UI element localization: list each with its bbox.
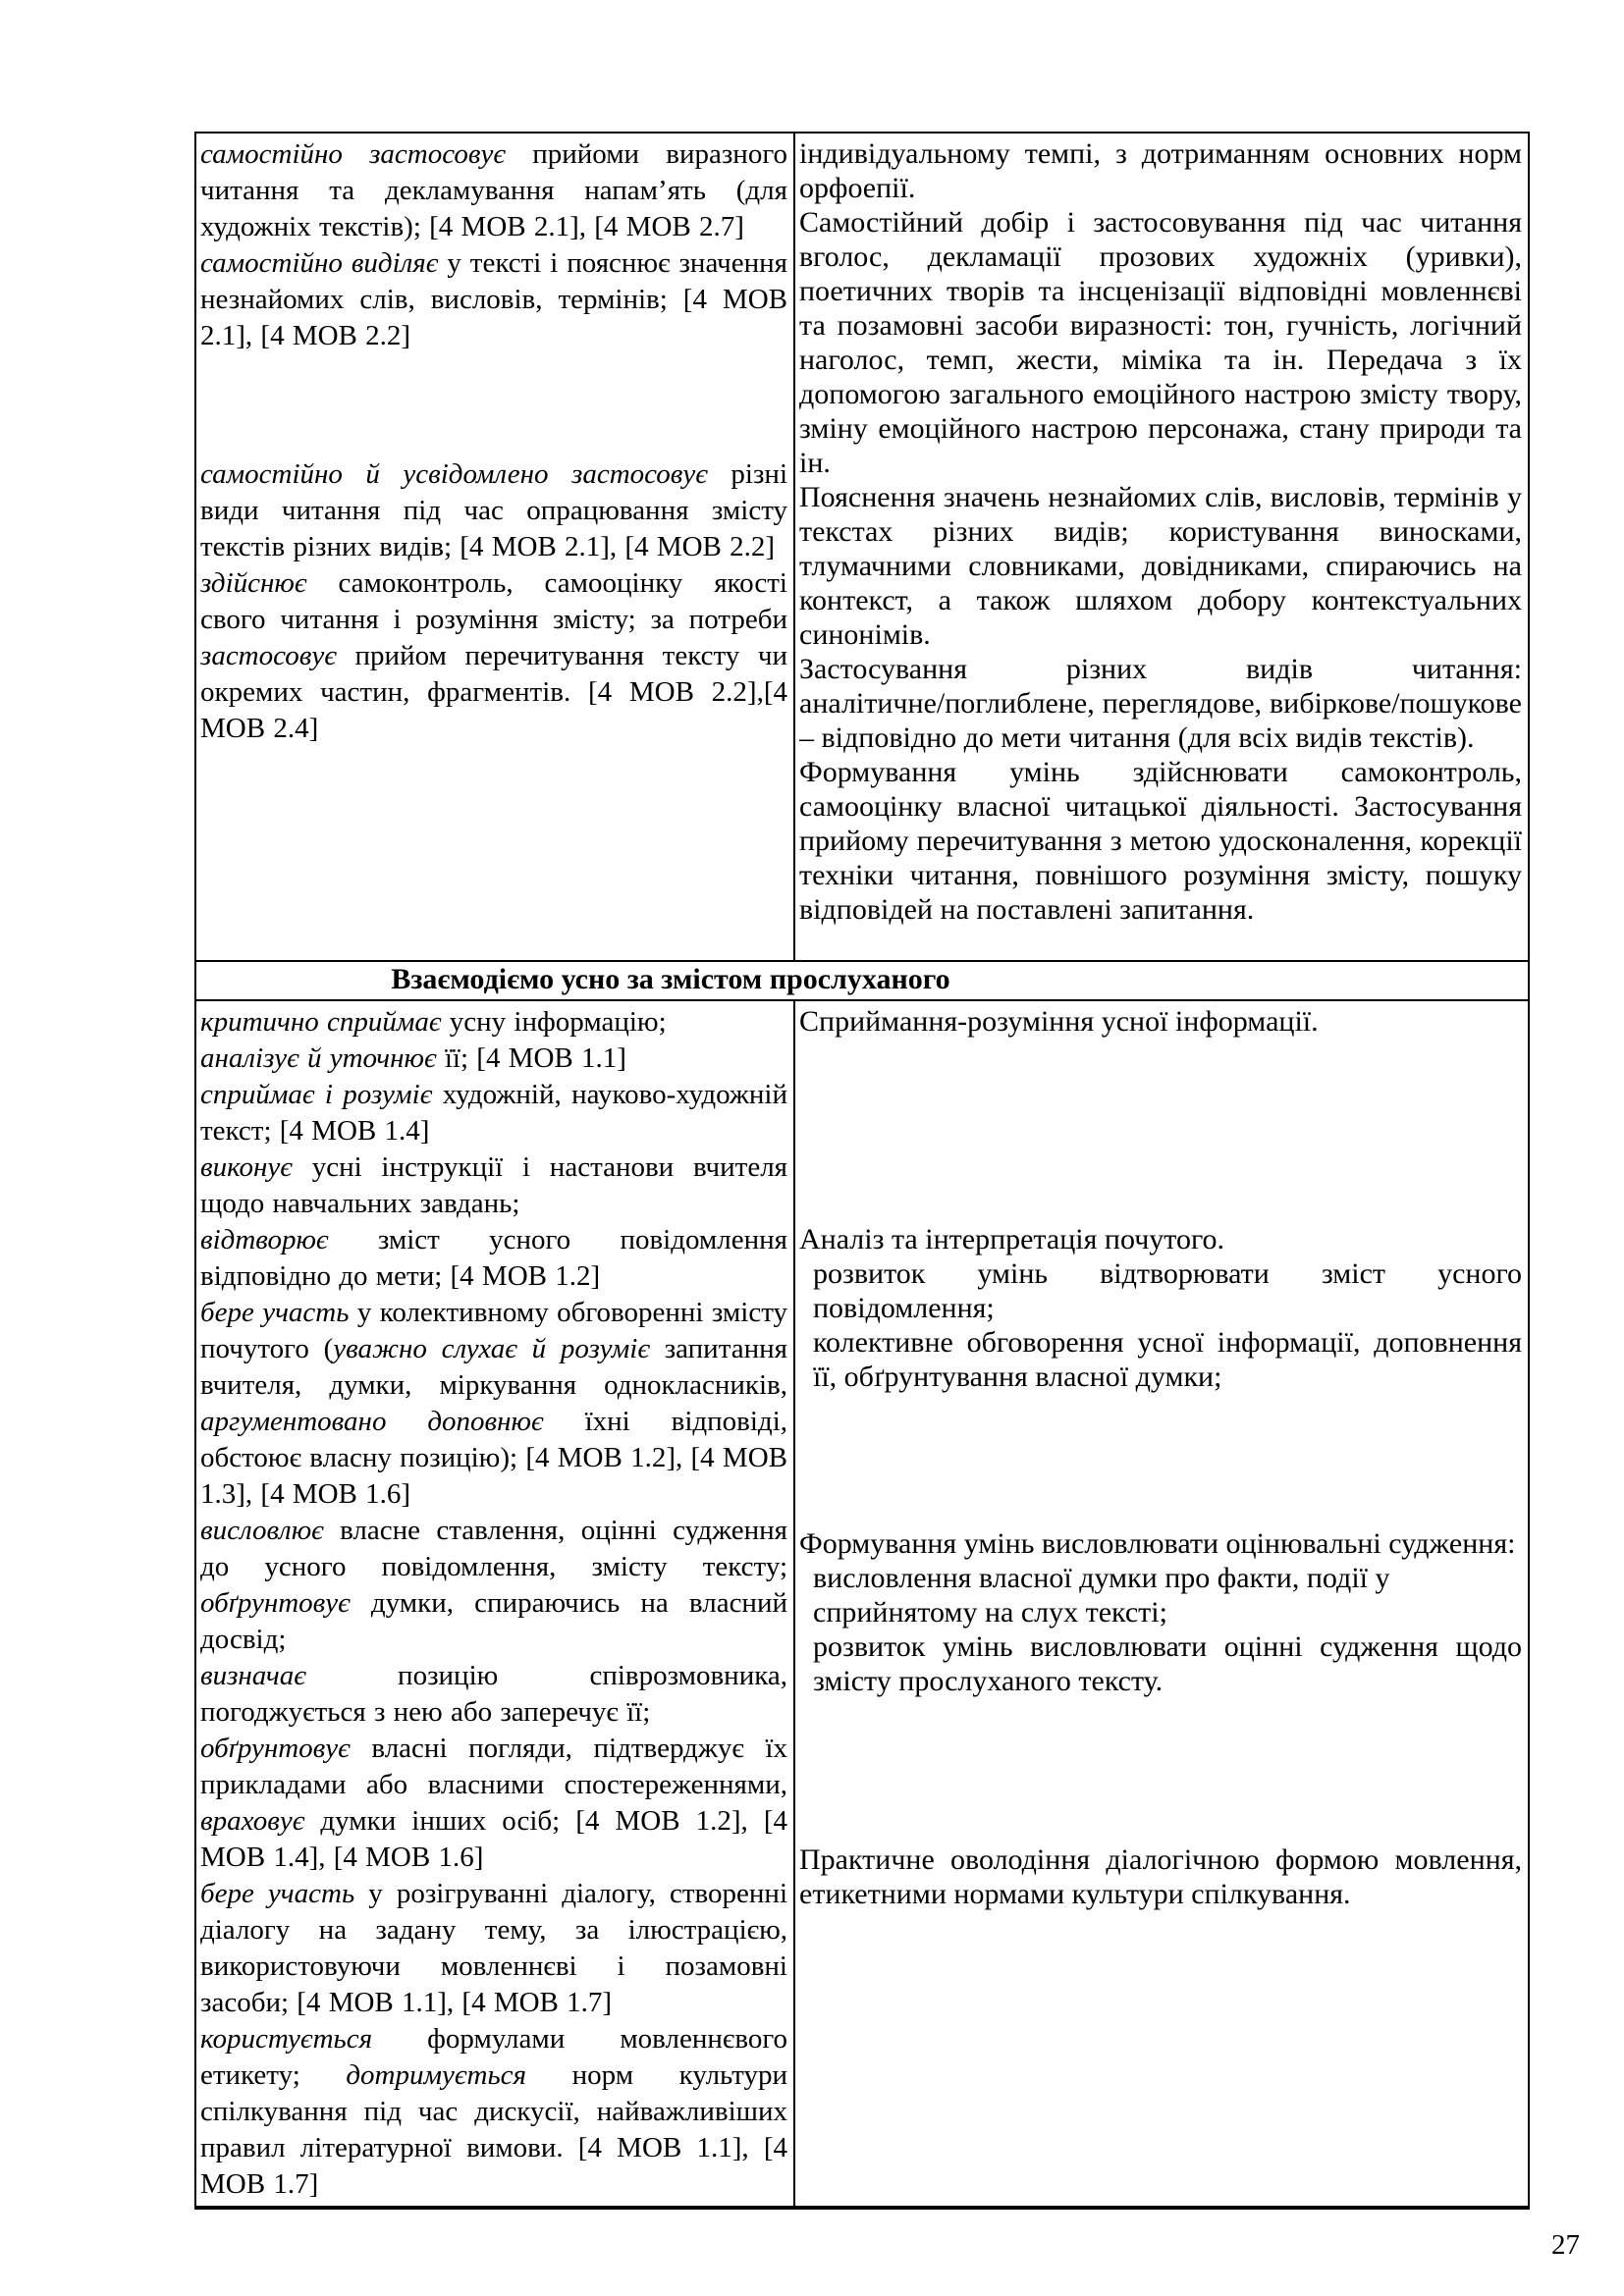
text-run: думки інших осіб; [4 МОВ 1.2], [4 МОВ 1.4], [4 МОВ 1.6] xyxy=(200,1805,787,1873)
italic-text: обґрунтовує xyxy=(200,1587,351,1619)
text-run: запитання вчителя, думки, міркування однокласників, xyxy=(200,1333,787,1401)
paragraph xyxy=(799,1325,1522,1394)
section-header: Взаємодіємо усно за змістом прослуханого xyxy=(195,961,1529,1000)
cell-expected-outcomes-listening xyxy=(195,1000,794,2208)
cell-curriculum-content-listening xyxy=(794,1000,1529,2208)
curriculum-table xyxy=(194,132,1530,2210)
paragraph xyxy=(799,205,1522,480)
paragraph xyxy=(200,1077,787,1149)
paragraph xyxy=(799,652,1522,755)
text-run: у колективному обговоренні змісту почутого ( xyxy=(200,1297,787,1364)
text-run: власне ставлення, оцінні судження до усного повідомлення, змісту тексту; xyxy=(200,1515,787,1582)
text-run: Практичне оволодіння діалогічною формою мовлення, етикетними нормами культури спілкування. xyxy=(799,1843,1522,1910)
italic-text: застосовує xyxy=(200,640,337,671)
paragraph xyxy=(799,1222,1522,1256)
italic-text: висловлює xyxy=(200,1515,324,1546)
paragraph xyxy=(200,2021,787,2203)
paragraph xyxy=(200,1513,787,1658)
text-run: їхні відповіді, обстоює власну позицію); [4 МОВ 1.2], [4 МОВ 1.3], [4 МОВ 1.6] xyxy=(200,1406,787,1510)
text-run: Аналіз та інтерпретація почутого. xyxy=(799,1223,1225,1255)
italic-text: обґрунтовує xyxy=(200,1733,351,1764)
paragraph xyxy=(799,1256,1522,1325)
paragraph xyxy=(200,1222,787,1295)
text-run: у розігруванні діалогу, створенні діалогу на задану тему, за ілюстрацією, використовуючи мовленнєві і позамовні засоби; [4 МОВ 1.1], [4 МОВ 1.7] xyxy=(200,1878,787,2018)
italic-text: самостійно й усвідомлено застосовує xyxy=(200,458,708,490)
text-run: прийом перечитування тексту чи окремих частин, фрагментів. [4 МОВ 2.2],[4 МОВ 2.4] xyxy=(200,640,787,744)
italic-text: бере участь xyxy=(200,1878,355,1909)
italic-text: відтворює xyxy=(200,1224,329,1255)
paragraph xyxy=(200,1295,787,1513)
italic-text: визначає xyxy=(200,1660,306,1691)
text-run: у тексті і пояснює значення незнайомих слів, висловів, термінів; [4 МОВ 2.1], [4 МОВ 2.2] xyxy=(200,247,787,351)
text-run: індивідуальному темпі, з дотриманням основних норм орфоепії. xyxy=(799,137,1522,204)
paragraph xyxy=(200,1149,787,1222)
italic-text: користується xyxy=(200,2023,373,2055)
text-run: вибіркове/пошукове xyxy=(1269,687,1522,720)
paragraph xyxy=(200,1876,787,2021)
paragraph xyxy=(799,1561,1522,1629)
cell-content xyxy=(799,1004,1522,2203)
text-run: її; [4 МОВ 1.1] xyxy=(436,1042,626,1074)
text-run: художній, науково-художній текст; [4 МОВ 1.4] xyxy=(200,1079,787,1147)
italic-text: враховує xyxy=(200,1805,305,1837)
italic-text: уважно слухає й розуміє xyxy=(333,1333,650,1364)
text-run: самоконтроль, самооцінку якості свого читання і розуміння змісту; за потреби xyxy=(200,567,787,635)
text-run: думки, спираючись на власний досвід; xyxy=(200,1587,787,1655)
text-run: усні інструкції і настанови вчителя щодо навчальних завдань; xyxy=(200,1151,787,1219)
italic-text: бере участь xyxy=(200,1297,350,1328)
text-run: власні погляди, підтверджує їх прикладами або власними спостереженнями, xyxy=(200,1733,787,1800)
paragraph xyxy=(799,1004,1522,1039)
italic-text: аргументовано доповнює xyxy=(200,1406,544,1437)
cell-content xyxy=(200,136,787,957)
cell-curriculum-content-reading xyxy=(794,133,1529,961)
paragraph xyxy=(200,245,787,354)
text-run: висловлення власної думки про факти, події у сприйнятому на слух тексті; xyxy=(813,1562,1390,1629)
text-run: переглядове, xyxy=(1094,687,1270,720)
paragraph xyxy=(799,1842,1522,1911)
paragraph xyxy=(799,480,1522,652)
text-run: колективне обговорення усної інформації, доповнення її, обґрунтування власної думки; xyxy=(813,1326,1522,1393)
cell-content xyxy=(799,136,1522,957)
cell-content xyxy=(200,1004,787,2203)
italic-text: самостійно виділяє xyxy=(200,247,439,279)
text-run: формулами мовленнєвого етикету; xyxy=(200,2023,787,2091)
italic-text: здійснює xyxy=(200,567,307,599)
text-run: аналітичне/поглиблене, xyxy=(799,687,1095,720)
text-run: Сприймання-розуміння усної інформації. xyxy=(799,1005,1319,1038)
paragraph xyxy=(799,755,1522,927)
page-number: 27 xyxy=(1551,2229,1580,2261)
text-run: розвиток умінь висловлювати оцінні судження щодо змісту прослуханого тексту. xyxy=(813,1630,1522,1697)
text-run: Застосування різних видів читання: xyxy=(799,653,1522,685)
text-run: прийоми виразного читання та декламування напам’ять (для художніх текстів); [4 МОВ 2.1], [4 МОВ 2.7] xyxy=(200,138,787,242)
paragraph xyxy=(200,1004,787,1041)
paragraph xyxy=(200,136,787,245)
text-run: різні види читання під час опрацювання змісту текстів різних видів; [4 МОВ 2.1], [4 МОВ 2.2] xyxy=(200,458,787,562)
text-run: Самостійний добір і застосовування під час читання вголос, декламації прозових художніх (уривки), поетичних творів та інсценізації відповідні мовленнєві та позамовні засоби виразності: тон, гучність, логічний наголос, темп, жести, міміка та ін. Передача з їх допомогою загального емоційного настрою змісту твору, зміну емоційного настрою персонажа, стану природи та ін. xyxy=(799,206,1522,479)
italic-text: дотримується xyxy=(346,2059,527,2091)
text-run: Формування умінь висловлювати оцінювальні судження: xyxy=(799,1527,1516,1560)
paragraph xyxy=(200,456,787,565)
paragraph xyxy=(799,136,1522,205)
paragraph xyxy=(799,1526,1522,1561)
text-run: усну інформацію; xyxy=(441,1006,667,1038)
table-row-section-header xyxy=(195,961,1529,1000)
paragraph xyxy=(799,1629,1522,1698)
italic-text: критично сприймає xyxy=(200,1006,442,1038)
paragraph xyxy=(200,565,787,747)
italic-text: самостійно застосовує xyxy=(200,138,506,170)
text-run: – відповідно до мети читання (для всіх видів текстів). xyxy=(799,721,1475,754)
italic-text: виконує xyxy=(200,1151,293,1183)
table-row-reading xyxy=(195,133,1529,961)
paragraph xyxy=(200,1041,787,1077)
paragraph xyxy=(200,1731,787,1876)
paragraph xyxy=(200,1658,787,1731)
text-run: норм культури спілкування під час дискусії, найважливіших правил літературної вимови. [4 МОВ 1.1], [4 МОВ 1.7] xyxy=(200,2059,787,2200)
text-run: Пояснення значень незнайомих слів, висловів, термінів у текстах різних видів; користування виносками, тлумачними словниками, довідниками, спираючись на контекст, а також шляхом добору контекстуальних синонімів. xyxy=(799,481,1522,651)
italic-text: сприймає і розуміє xyxy=(200,1079,433,1110)
italic-text: аналізує й уточнює xyxy=(200,1042,437,1074)
text-run: позицію співрозмовника, погоджується з нею або заперечує її; xyxy=(200,1660,787,1728)
text-run: Формування умінь здійснювати самоконтроль, самооцінку власної читацької діяльності. Застосування прийому перечитування з метою удосконалення, корекції техніки читання, повнішого розуміння змісту, пошуку відповідей на поставлені запитання. xyxy=(799,756,1522,926)
table-row-listening xyxy=(195,1000,1529,2208)
text-run: зміст усного повідомлення відповідно до мети; [4 МОВ 1.2] xyxy=(200,1224,787,1292)
text-run: розвиток умінь відтворювати зміст усного повідомлення; xyxy=(813,1257,1522,1324)
cell-expected-outcomes-reading xyxy=(195,133,794,961)
